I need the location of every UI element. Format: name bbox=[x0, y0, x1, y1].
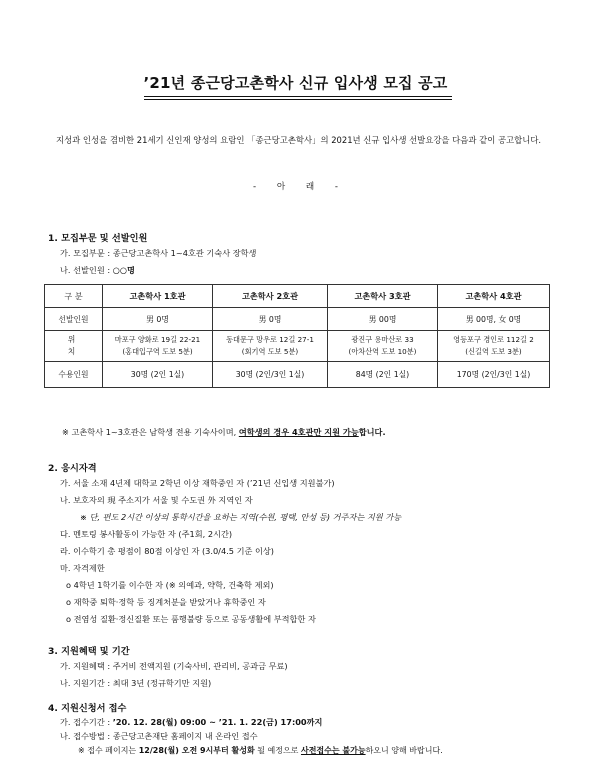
s2-item: 다. 멘토링 봉사활동이 가능한 자 (주1회, 2시간) bbox=[60, 529, 233, 539]
table-cell: 男 0명 bbox=[213, 308, 328, 331]
s1-item-na-value: ○○명 bbox=[112, 265, 135, 275]
table-header-cell: 고촌학사 1호관 bbox=[103, 285, 213, 308]
section-4-heading: 4. 지원신청서 접수 bbox=[48, 703, 127, 714]
table-cell bbox=[213, 331, 328, 362]
table-cell bbox=[103, 331, 213, 362]
table-cell: 84명 (2인 1실) bbox=[328, 362, 438, 388]
s2-restriction: o 재학중 퇴학·정학 등 징계처분을 받았거나 휴학중인 자 bbox=[66, 597, 266, 607]
table-row-label: 수용인원 bbox=[45, 362, 103, 388]
intro-paragraph: 지성과 인성을 겸비한 21세기 신인재 양성의 요람인 「종근당고촌학사」의 2021년 신규 입사생 선발요강을 다음과 같이 공고합니다. bbox=[56, 135, 542, 145]
table-header-cell: 고촌학사 3호관 bbox=[328, 285, 438, 308]
table-note-text: ※ 고촌학사 1~3호관은 남학생 전용 기숙사이며, bbox=[62, 427, 239, 437]
location-address: 영등포구 경인로 112길 2 bbox=[453, 335, 534, 344]
s1-item-na bbox=[60, 265, 135, 276]
table-row-label: 위 치 bbox=[45, 331, 103, 362]
location-station: (신길역 도보 3분) bbox=[465, 347, 522, 356]
table-row bbox=[45, 308, 550, 331]
s4-note-no-preapply: 사전접수는 불가능 bbox=[300, 746, 366, 755]
table-header-cell: 고촌학사 4호관 bbox=[438, 285, 550, 308]
location-address: 마포구 양화로 19길 22-21 bbox=[114, 335, 201, 344]
title-underline-top bbox=[144, 96, 452, 97]
s2-restriction: o 4학년 1학기를 이수한 자 (※ 의예과, 약학, 건축학 제외) bbox=[66, 580, 274, 590]
section-divider-label: - 아 래 - bbox=[252, 182, 338, 192]
table-note-suffix: 합니다. bbox=[358, 427, 386, 437]
s2-item: 나. 보호자의 現 주소지가 서울 및 수도권 外 지역인 자 bbox=[60, 495, 253, 505]
table-header-cell: 구 분 bbox=[45, 285, 103, 308]
table-row bbox=[45, 362, 550, 388]
table-note-emphasis: 여학생의 경우 4호관만 지원 가능 bbox=[238, 427, 359, 437]
s4-item-na: 나. 접수방법 : 종근당고촌재단 홈페이지 내 온라인 접수 bbox=[60, 731, 258, 741]
section-1-heading: 1. 모집부문 및 선발인원 bbox=[48, 233, 148, 244]
table-cell: 30명 (2인/3인 1실) bbox=[213, 362, 328, 388]
table-row-label: 선발인원 bbox=[45, 308, 103, 331]
table-cell bbox=[438, 331, 550, 362]
table-cell: 男 00명 bbox=[328, 308, 438, 331]
table-cell: 男 00명, 女 0명 bbox=[438, 308, 550, 331]
s4-note bbox=[78, 745, 443, 756]
dormitory-table bbox=[44, 284, 550, 388]
table-note bbox=[62, 427, 386, 438]
section-3-heading: 3. 지원혜택 및 기간 bbox=[48, 646, 130, 657]
s4-application-period: ’20. 12. 28(월) 09:00 ~ ’21. 1. 22(금) 17:00까지 bbox=[112, 717, 323, 727]
section-2-heading: 2. 응시자격 bbox=[48, 463, 97, 474]
table-cell: 男 0명 bbox=[103, 308, 213, 331]
s1-item-na-label: 나. 선발인원 : bbox=[60, 265, 113, 275]
location-station: (회기역 도보 5분) bbox=[241, 347, 299, 356]
s4-note-text: 하오니 양해 바랍니다. bbox=[365, 746, 443, 755]
location-address: 동대문구 망우로 12길 27-1 bbox=[226, 335, 314, 344]
s2-item: 마. 자격제한 bbox=[60, 563, 105, 573]
s2-restriction: o 전염성 질환·정신질환 또는 품행불량 등으로 공동생활에 부적합한 자 bbox=[66, 614, 316, 624]
table-header-cell: 고촌학사 2호관 bbox=[213, 285, 328, 308]
table-cell: 170명 (2인/3인 1실) bbox=[438, 362, 550, 388]
s3-item-ga: 가. 지원혜택 : 주거비 전액지원 (기숙사비, 관리비, 공과금 무료) bbox=[60, 661, 288, 671]
s2-item: 라. 이수학기 총 평점이 80점 이상인 자 (3.0/4.5 기준 이상) bbox=[60, 546, 274, 556]
s3-item-na: 나. 지원기간 : 최대 3년 (정규학기만 지원) bbox=[60, 678, 212, 688]
table-cell bbox=[328, 331, 438, 362]
s1-item-ga: 가. 모집부문 : 종근당고촌학사 1~4호관 기숙사 장학생 bbox=[60, 248, 257, 258]
s2-exception-note: ※ 단, 편도 2시간 이상의 통학시간을 요하는 지역(수원, 평택, 안성 등) 거주자는 지원 가능 bbox=[80, 512, 402, 522]
s2-item: 가. 서울 소재 4년제 대학교 2학년 이상 재학중인 자 (’21년 신입생 지원불가) bbox=[60, 478, 335, 488]
s4-item-ga-label: 가. 접수기간 : bbox=[60, 717, 113, 727]
location-station: (홍대입구역 도보 5분) bbox=[122, 347, 193, 356]
title-underline-bottom bbox=[144, 99, 452, 100]
table-row bbox=[45, 331, 550, 362]
table-header-row bbox=[45, 285, 550, 308]
s4-note-activation: 12/28(월) 오전 9시부터 활성화 bbox=[138, 746, 255, 755]
s4-note-text: ※ 접수 페이지는 bbox=[78, 746, 139, 755]
location-station: (아차산역 도보 10분) bbox=[348, 347, 417, 356]
page-title: ’21년 종근당고촌학사 신규 입사생 모집 공고 bbox=[143, 74, 448, 92]
table-cell: 30명 (2인 1실) bbox=[103, 362, 213, 388]
location-address: 광진구 용마산로 33 bbox=[351, 335, 414, 344]
s4-item-ga bbox=[60, 717, 322, 728]
s4-note-text: 될 예정으로 bbox=[254, 746, 301, 755]
